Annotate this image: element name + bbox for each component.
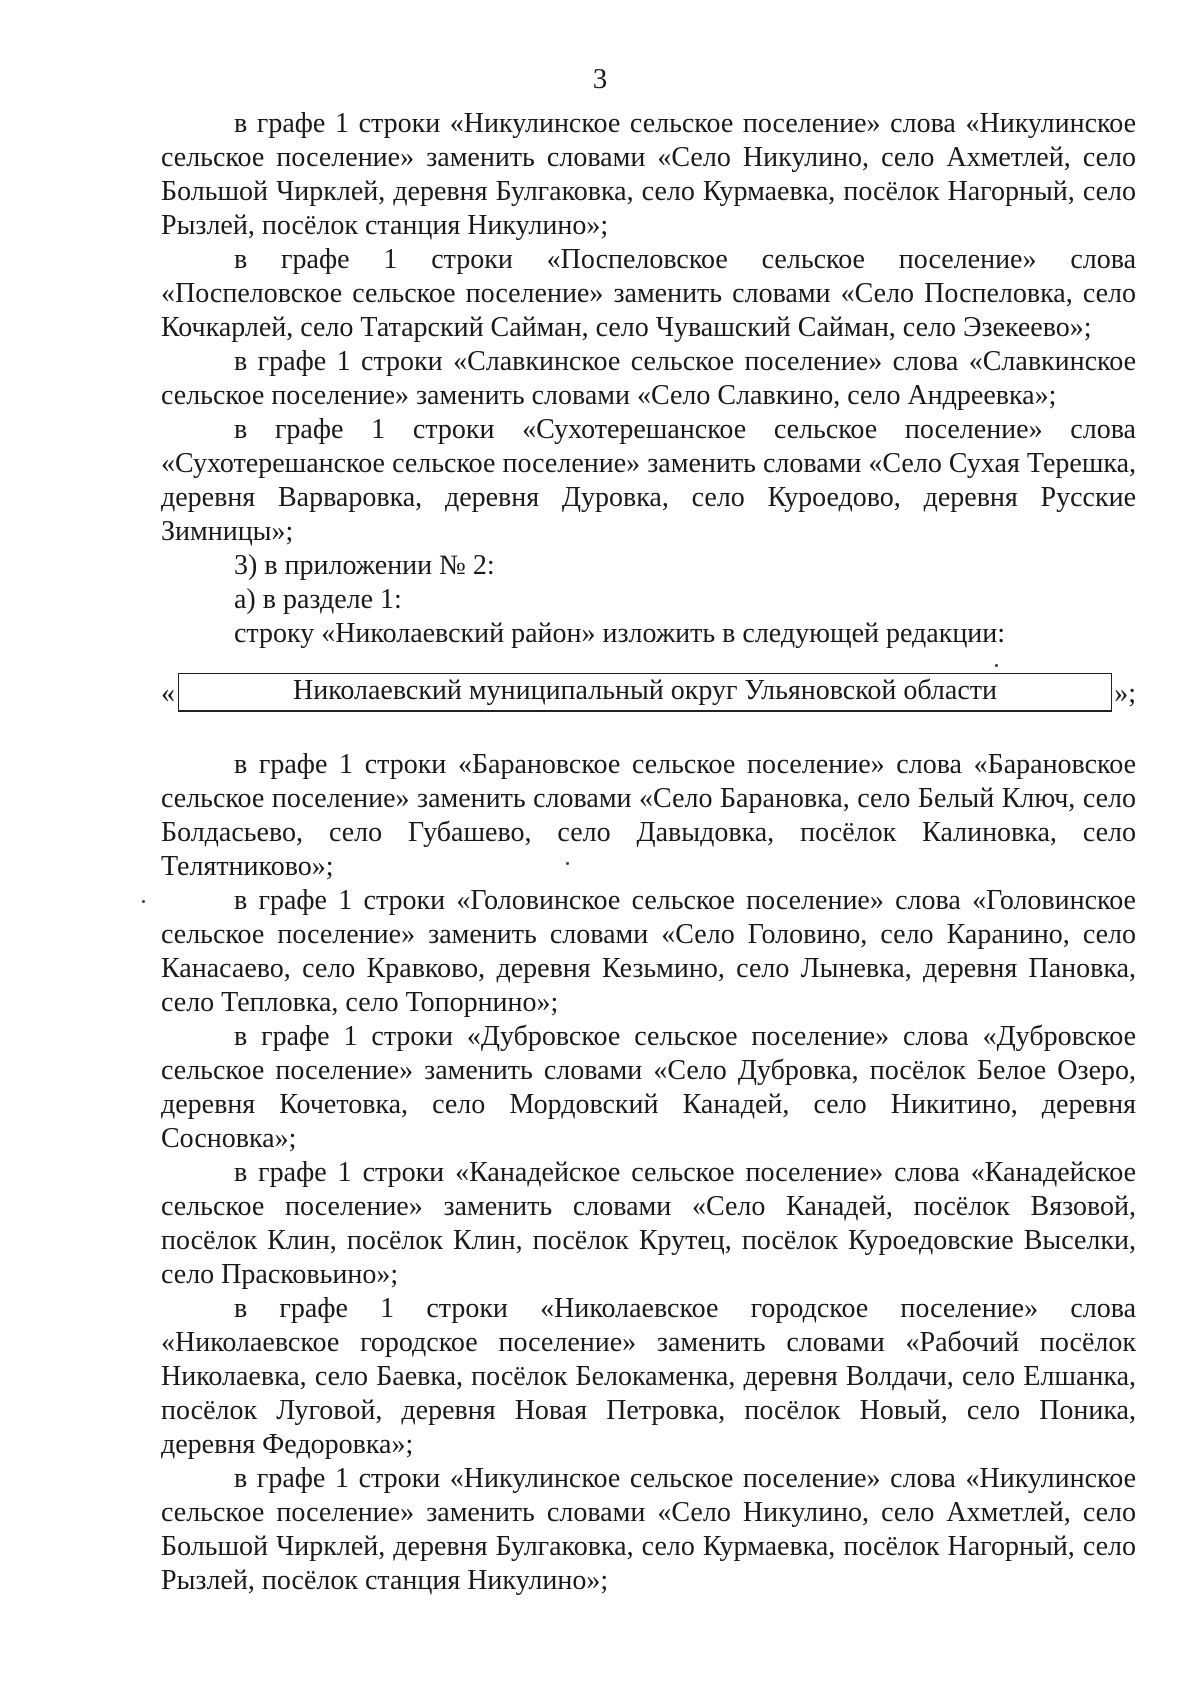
section-line: а) в разделе 1: (234, 584, 402, 615)
amendments-block-1 (161, 107, 1136, 651)
amendments-block-2 (161, 748, 1136, 1598)
paragraph: в графе 1 строки «Барановское сельское поселение» слова «Барановское сельское поселение» заменить словами «Село Барановка, село Белый Ключ, село Болдасьево, село Губашево, село Давыдовка, посёлок Калиновка, село Телятниково»; (161, 749, 1136, 882)
section-line: строку «Николаевский район» изложить в следующей редакции: (234, 618, 1006, 649)
paragraph: в графе 1 строки «Канадейское сельское поселение» слова «Канадейское сельское поселение» заменить словами «Село Канадей, посёлок Вязовой, посёлок Клин, посёлок Клин, посёлок Крутец, посёлок Куроедовские Выселки, село Прасковьино»; (161, 1157, 1136, 1290)
closing-quote: »; (1114, 678, 1136, 709)
table-cell: Николаевский муниципальный округ Ульяновской области (178, 673, 1112, 712)
paragraph: в графе 1 строки «Дубровское сельское поселение» слова «Дубровское сельское поселение» заменить словами «Село Дубровка, посёлок Белое Озеро, деревня Кочетовка, село Мордовский Канадей, село Никитино, деревня Сосновка»; (161, 1021, 1136, 1154)
page-number: 3 (592, 63, 608, 95)
scan-speck (995, 664, 998, 667)
section-line: 3) в приложении № 2: (234, 550, 495, 581)
scan-speck (142, 900, 145, 903)
opening-quote: « (161, 678, 175, 709)
table-row-replacement (161, 673, 1136, 713)
paragraph: в графе 1 строки «Никулинское сельское поселение» слова «Никулинское сельское поселение» заменить словами «Село Никулино, село Ахметлей, село Большой Чирклей, деревня Булгаковка, село Курмаевка, посёлок Нагорный, село Рызлей, посёлок станция Никулино»; (161, 1463, 1136, 1596)
paragraph: в графе 1 строки «Никулинское сельское поселение» слова «Никулинское сельское поселение» заменить словами «Село Никулино, село Ахметлей, село Большой Чирклей, деревня Булгаковка, село Курмаевка, посёлок Нагорный, село Рызлей, посёлок станция Никулино»; (161, 108, 1136, 241)
paragraph: в графе 1 строки «Славкинское сельское поселение» слова «Славкинское сельское поселение» заменить словами «Село Славкино, село Андреевка»; (161, 346, 1136, 411)
scan-speck (566, 862, 569, 865)
paragraph: в графе 1 строки «Николаевское городское поселение» слова «Николаевское городское поселение» заменить словами «Рабочий посёлок Николаевка, село Баевка, посёлок Белокаменка, деревня Волдачи, село Елшанка, посёлок Луговой, деревня Новая Петровка, посёлок Новый, село Поника, деревня Федоровка»; (161, 1293, 1136, 1460)
paragraph: в графе 1 строки «Головинское сельское поселение» слова «Головинское сельское поселение» заменить словами «Село Головино, село Каранино, село Канасаево, село Кравково, деревня Кезьмино, село Лыневка, деревня Пановка, село Тепловка, село Топорнино»; (161, 885, 1136, 1018)
paragraph: в графе 1 строки «Сухотерешанское сельское поселение» слова «Сухотерешанское сельское поселение» заменить словами «Село Сухая Терешка, деревня Варваровка, деревня Дуровка, село Куроедово, деревня Русские Зимницы»; (161, 414, 1136, 547)
paragraph: в графе 1 строки «Поспеловское сельское поселение» слова «Поспеловское сельское поселение» заменить словами «Село Поспеловка, село Кочкарлей, село Татарский Сайман, село Чувашский Сайман, село Эзекеево»; (161, 244, 1136, 343)
